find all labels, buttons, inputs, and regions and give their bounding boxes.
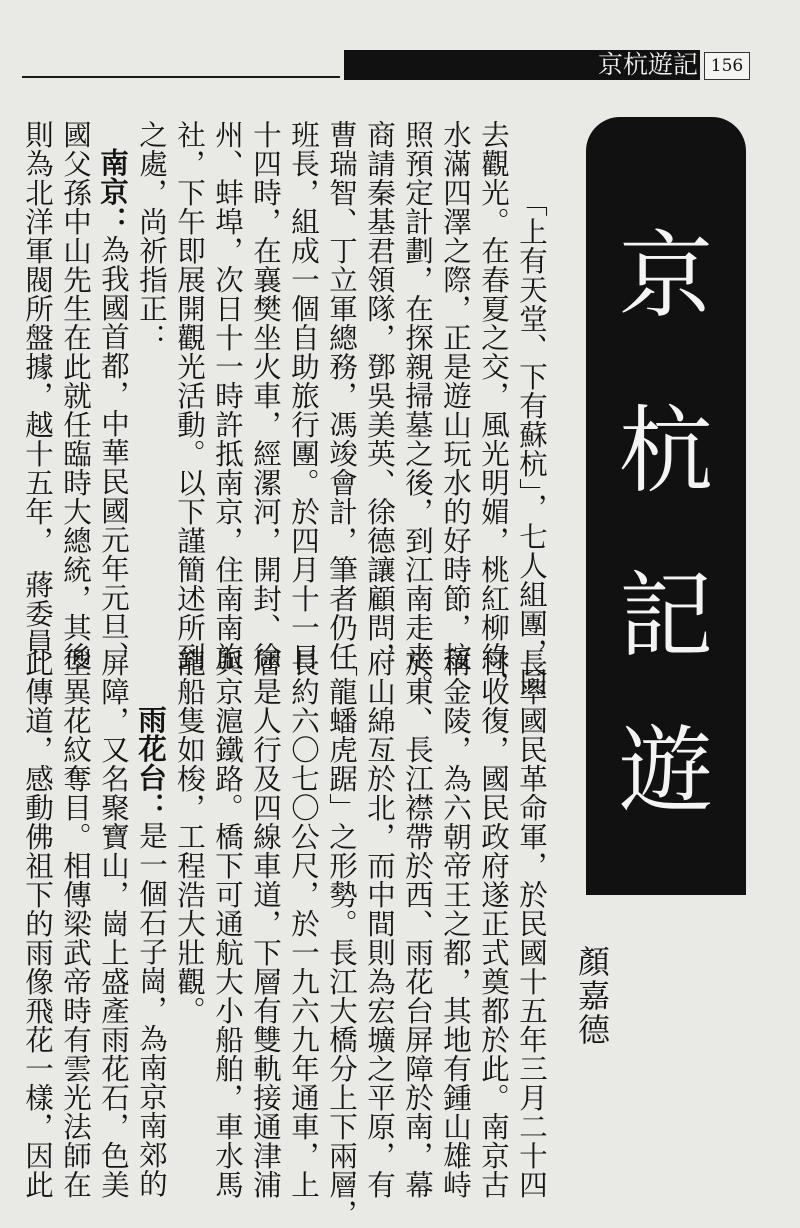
header-rule: [22, 76, 340, 78]
title-char-2: 杭: [618, 397, 713, 506]
yuhuatai-text: 是一個石子崗，為南京南郊的: [135, 821, 168, 1198]
text-column: 與京滬鐵路。橋下可通航大小船舶，車水馬: [211, 648, 244, 1199]
yuhuatai-label: 雨花台：: [134, 705, 168, 821]
text-column: 屏障，又名聚寶山，崗上盛產雨花石，色美: [97, 648, 130, 1199]
text-column: 照預定計劃，在探親掃墓之後，到江南走走。: [401, 120, 434, 700]
running-title: 京杭遊記: [597, 50, 698, 79]
text-column: 水滿四澤之際，正是遊山玩水的好時節，按: [439, 120, 472, 671]
text-column: 日收復，國民政府遂正式奠都於此。南京古: [477, 648, 510, 1199]
text-column: 國父孫中山先生在此就任臨時大總統，其後: [59, 120, 92, 671]
text-column: 稱金陵，為六朝帝王之都，其地有鍾山雄峙: [439, 648, 472, 1199]
page-number: 156: [704, 52, 750, 80]
text-column: 班長，組成一個自助旅行團。於四月十一日: [287, 120, 320, 671]
text-column: 之處，尚祈指正：: [135, 120, 168, 352]
nanjing-text: 為我國首都，中華民國元年元旦、: [97, 235, 130, 670]
nanjing-column: [94, 148, 132, 670]
text-column: 府山綿亙於北，而中間則為宏壙之平原，有: [363, 648, 396, 1199]
text-column: 十四時，在襄樊坐火車，經漯河，開封、徐: [249, 120, 282, 671]
text-column: 曹瑞智、丁立軍總務，馮竣會計，筆者仍任: [325, 120, 358, 671]
author-name: 顏嘉德: [573, 945, 611, 1047]
text-column: 型異花紋奪目。相傳梁武帝時有雲光法師在: [59, 648, 92, 1199]
text-column: 「龍蟠虎踞」之形勢。長江大橋分上下兩層，: [325, 648, 358, 1228]
text-column: 長約六〇七〇公尺，於一九六九年通車，上: [287, 648, 320, 1199]
yuhuatai-column: [132, 705, 170, 1198]
title-char-3: 記: [618, 562, 713, 671]
nanjing-label: 南京：: [96, 148, 130, 235]
text-column: 則為北洋軍閥所盤據，越十五年， 蔣委員: [21, 120, 54, 657]
text-column: 社，下午即展開觀光活動。以下謹簡述所到: [173, 120, 206, 671]
text-column: 此傳道，感動佛祖下的雨像飛花一樣，因此: [21, 648, 54, 1199]
text-column: 州、蚌埠，次日十一時許抵南京，住南南旅: [211, 120, 244, 671]
title-block: [586, 117, 746, 895]
title-char-4: 遊: [618, 717, 713, 826]
text-column: 「上有天堂、下有蘇杭」，七人組團，同: [515, 188, 548, 696]
text-column: 層是人行及四線車道，下層有雙軌接通津浦: [249, 648, 282, 1199]
text-column: 長率國民革命軍，於民國十五年三月二十四: [515, 648, 548, 1199]
text-column: 於東、長江襟帶於西、雨花台屏障於南，幕: [401, 648, 434, 1199]
text-column: 去觀光。在春夏之交，風光明媚，桃紅柳綠，: [477, 120, 510, 700]
text-column: 龍船隻如梭，工程浩大壯觀。: [173, 648, 206, 1025]
title-char-1: 京: [618, 222, 713, 331]
text-column: 商請秦基君領隊，鄧吳美英、徐德讓顧問，: [363, 120, 396, 671]
